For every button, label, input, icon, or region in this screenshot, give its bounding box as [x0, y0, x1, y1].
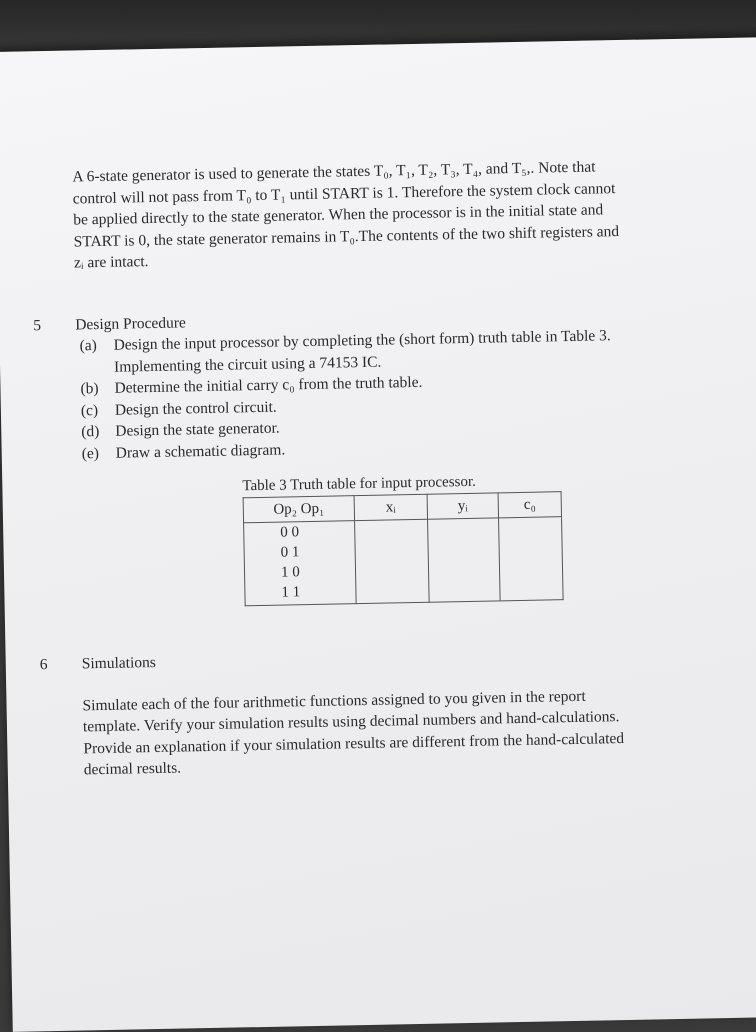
item-text: Design the input processor by completing the (short form) truth table in Table 3. — [113, 327, 611, 354]
text-line: Simulate each of the four arithmetic functions assigned to you given in the report — [82, 687, 586, 714]
text-line: be applied directly to the state generator. When the processor is in the initial state and — [73, 201, 604, 229]
op-code: 0 1 — [280, 544, 300, 561]
document-content — [33, 154, 724, 781]
item-label: (e) — [81, 444, 100, 462]
item-text: Design the control circuit. — [114, 398, 277, 419]
item-label: (b) — [80, 380, 99, 398]
section-5 — [33, 302, 721, 610]
table-body-row — [244, 517, 564, 606]
section-number: 6 — [39, 656, 48, 674]
text-line: zᵢ are intact. — [73, 253, 149, 272]
item-label: (c) — [80, 401, 99, 419]
text-line: A 6-state generator is used to generate the states T₀, T₁, T₂, T₃, T₄, and T₅,. Note that — [72, 158, 596, 186]
item-label: (a) — [79, 337, 98, 355]
simulations-paragraph — [82, 683, 724, 781]
item-label: (d) — [81, 423, 100, 441]
section-number: 5 — [33, 316, 42, 334]
op-code: 0 0 — [280, 524, 300, 541]
y-column-cell — [428, 518, 501, 602]
item-text: Draw a schematic diagram. — [115, 440, 286, 462]
item-text: Design the state generator. — [115, 419, 280, 440]
section-6 — [39, 641, 724, 781]
intro-paragraph — [72, 154, 714, 274]
header-x: xᵢ — [354, 494, 427, 520]
c-column-cell — [499, 517, 564, 601]
op-codes-cell — [244, 521, 357, 606]
item-text: Determine the initial carry c₀ from the truth table. — [114, 373, 423, 397]
header-y: yᵢ — [427, 493, 498, 519]
header-c: c₀ — [498, 492, 561, 518]
table-3 — [242, 468, 720, 606]
text-line: control will not pass from T₀ to T₁ until START is 1. Therefore the system clock cannot — [72, 179, 616, 208]
table-caption: Table 3 Truth table for input processor. — [242, 473, 477, 495]
paper-sheet — [0, 37, 756, 1032]
text-line: START is 0, the state generator remains in T₀.The contents of the two shift registers and — [73, 222, 620, 251]
text-line: decimal results. — [83, 759, 182, 779]
section-title: Design Procedure — [75, 313, 187, 333]
op-code: 1 0 — [280, 564, 300, 581]
x-column-cell — [355, 519, 430, 603]
text-line: Provide an explanation if your simulation results are different from the hand-calculated — [83, 729, 625, 757]
header-op: Op₂ Op₁ — [243, 496, 354, 523]
op-code: 1 1 — [281, 584, 301, 601]
truth-table — [243, 491, 564, 606]
procedure-list — [75, 323, 717, 464]
text-line: template. Verify your simulation results using decimal numbers and hand-calculations. — [82, 708, 620, 736]
section-title: Simulations — [81, 654, 156, 673]
item-text: Implementing the circuit using a 74153 IC. — [113, 353, 382, 376]
